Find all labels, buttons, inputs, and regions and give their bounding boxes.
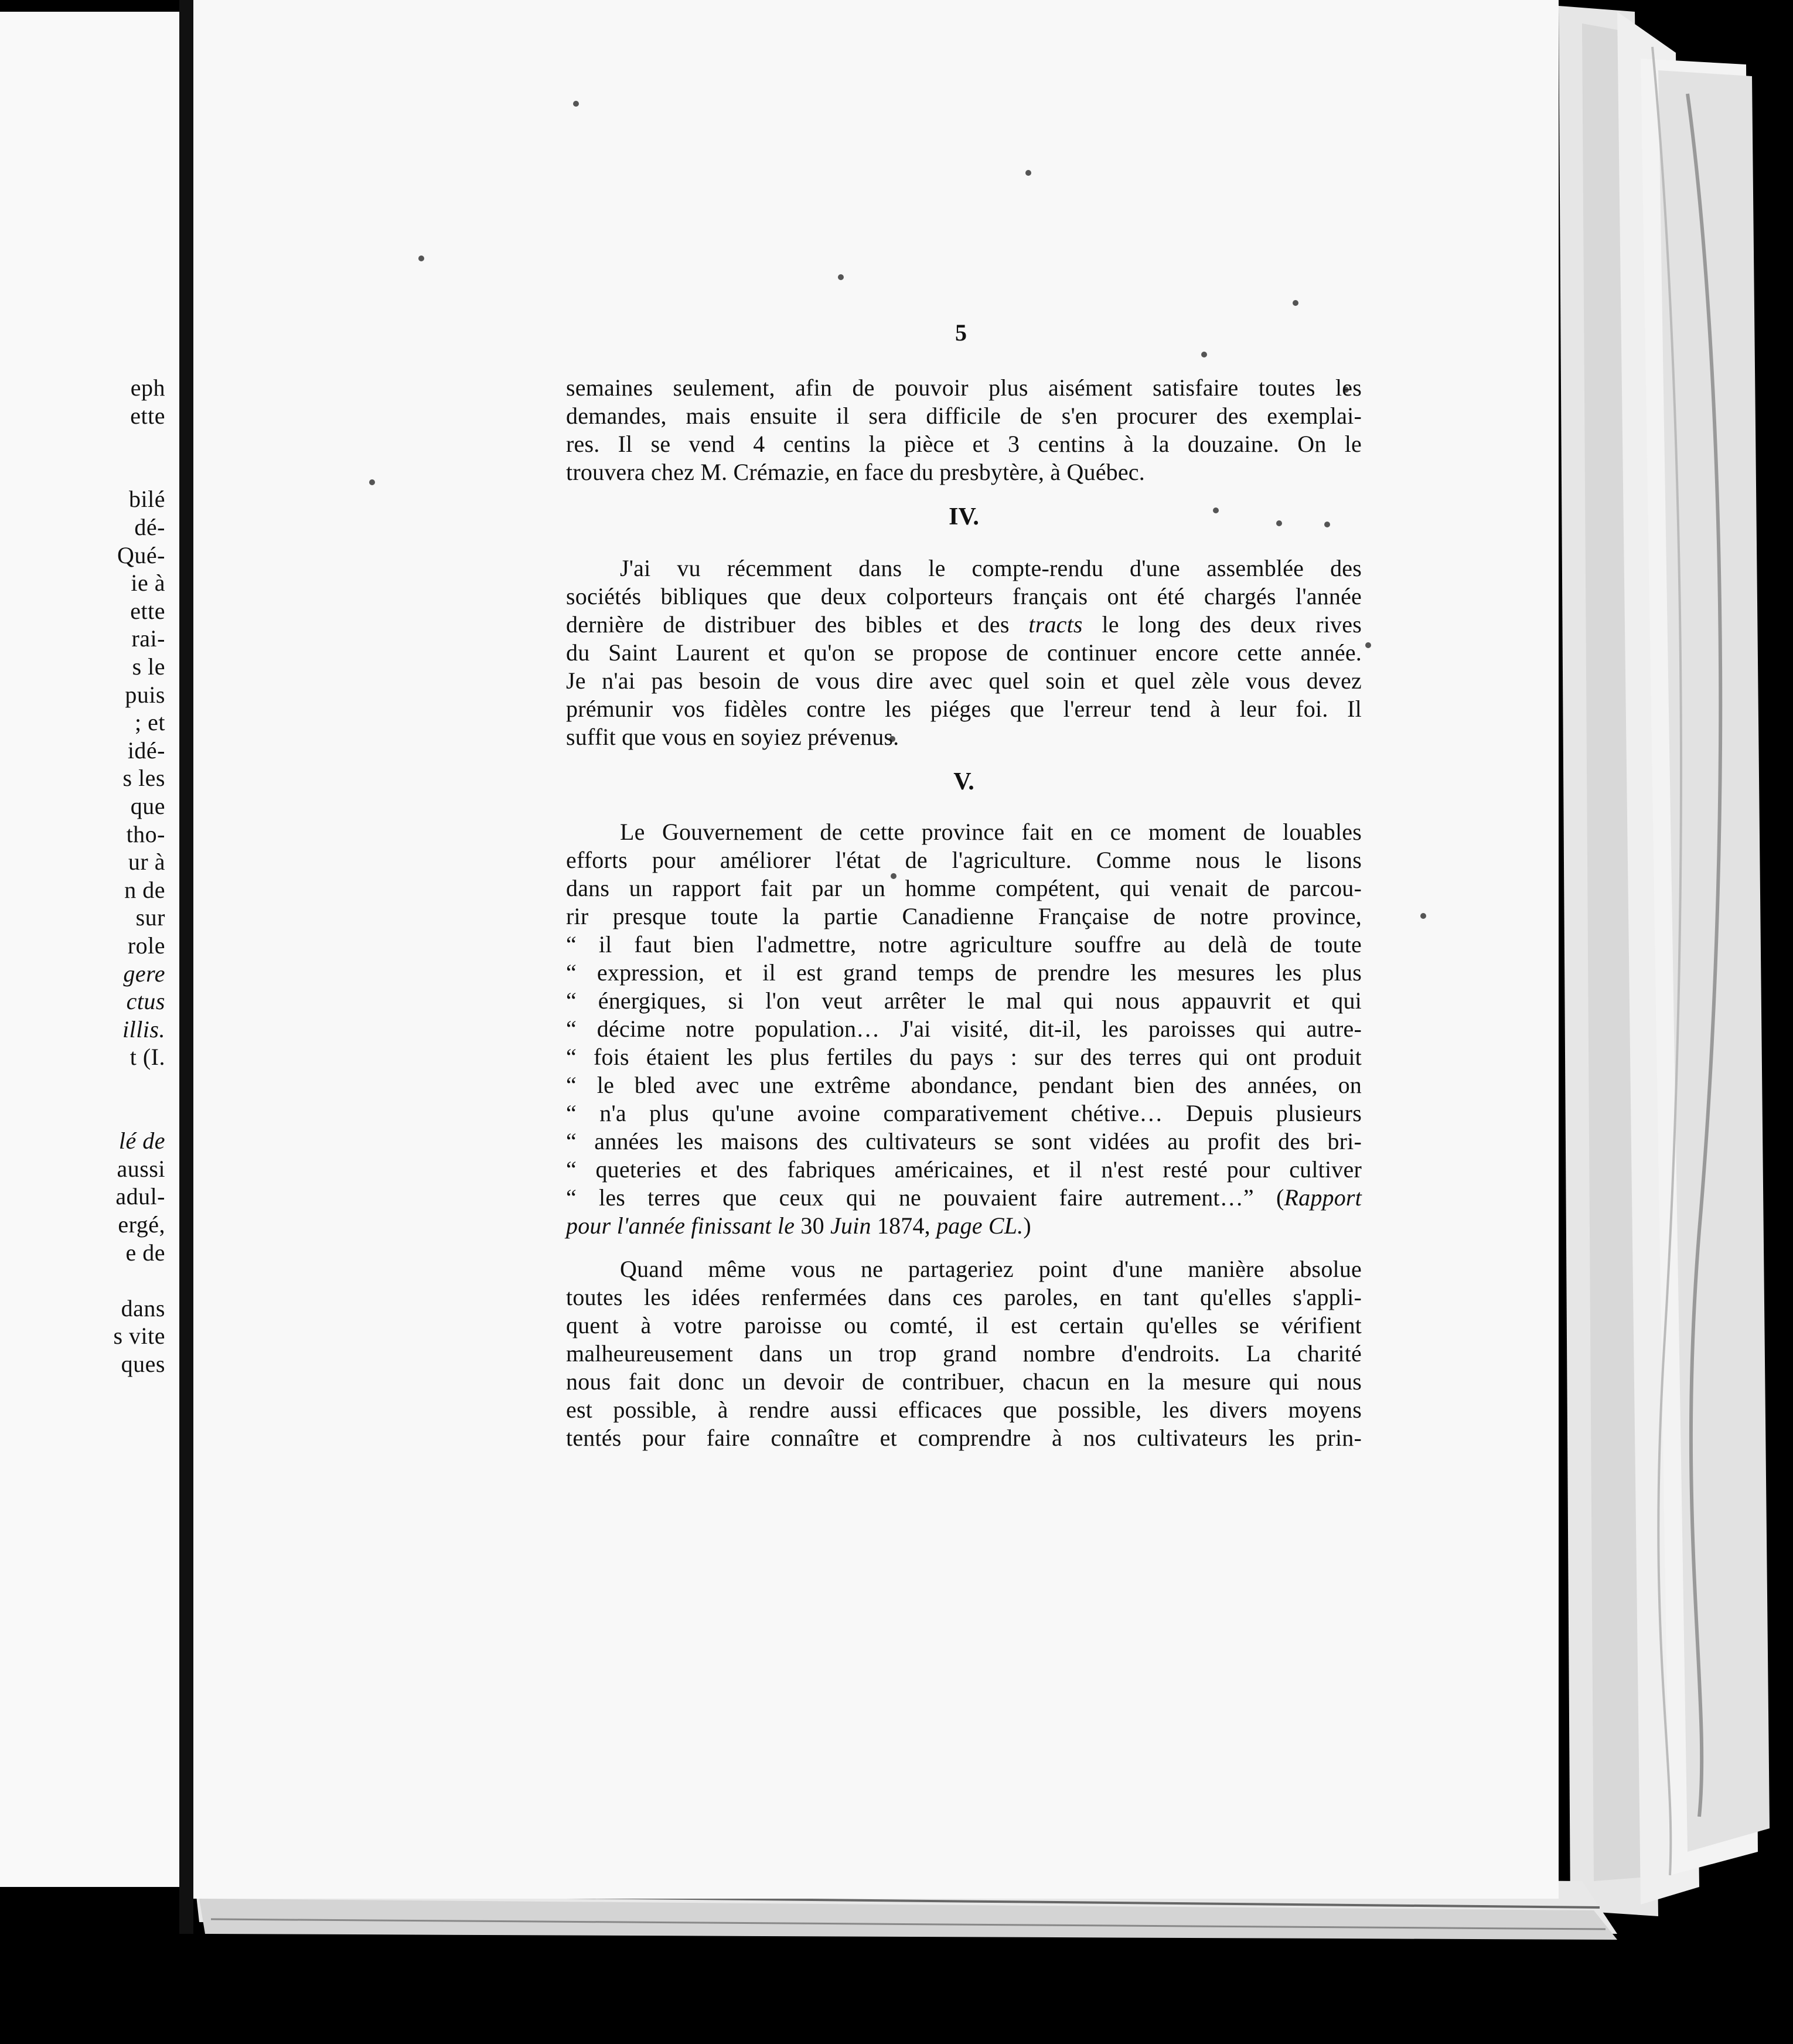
text-line: “ énergiques, si l'on veut arrêter le mal qui nous appauvrit et qui <box>566 987 1362 1014</box>
paragraph-continuation <box>566 374 1362 486</box>
text-line: res. Il se vend 4 centins la pièce et 3 centins à la douzaine. On le <box>566 431 1362 457</box>
text-line: toutes les idées renfermées dans ces paroles, en tant qu'elles s'appli- <box>566 1284 1362 1310</box>
facing-page-line: s vite <box>113 1323 165 1350</box>
paragraph-closing <box>566 1255 1362 1452</box>
facing-page-line: n de <box>124 876 165 903</box>
text-line: J'ai vu récemment dans le compte-rendu d'une assemblée des <box>620 555 1362 581</box>
facing-page-line: ctus <box>126 988 165 1015</box>
text-line: efforts pour améliorer l'état de l'agriculture. Comme nous le lisons <box>566 847 1362 873</box>
facing-page-line: ur à <box>128 849 165 875</box>
text-line: “ fois étaient les plus fertiles du pays : sur des terres qui ont produit <box>566 1044 1362 1070</box>
text-line: dans un rapport fait par un homme compétent, qui venait de parcou- <box>566 875 1362 901</box>
facing-page-line: idé- <box>127 737 165 764</box>
main-page <box>193 0 1559 1899</box>
text-line: nous fait donc un devoir de contribuer, chacun en la mesure qui nous <box>566 1368 1362 1395</box>
text-line: Le Gouvernement de cette province fait en ce moment de louables <box>620 819 1362 845</box>
text-line: du Saint Laurent et qu'on se propose de continuer encore cette année. <box>566 639 1362 666</box>
paragraph-section-v <box>566 818 1362 1240</box>
facing-page-line: Qué- <box>117 541 165 568</box>
facing-page-line: s les <box>122 765 165 792</box>
text-line: prémunir vos fidèles contre les piéges que l'erreur tend à leur foi. Il <box>566 696 1362 722</box>
facing-page-line: que <box>130 793 165 819</box>
facing-page-line: adul- <box>115 1183 165 1210</box>
facing-page-line: ergé, <box>118 1211 165 1238</box>
text-line: trouvera chez M. Crémazie, en face du presbytère, à Québec. <box>566 459 1145 485</box>
facing-page-line: lé de <box>118 1127 165 1154</box>
facing-page-line: dé- <box>134 514 165 540</box>
text-line: rir presque toute la partie Canadienne Française de notre province, <box>566 903 1362 929</box>
text-line: tentés pour faire connaître et comprendre à nos cultivateurs les prin- <box>566 1425 1362 1451</box>
text-line: pour l'année finissant le 30 Juin 1874, page CL.) <box>566 1212 1031 1239</box>
text-line: suffit que vous en soyiez prévenus. <box>566 724 899 750</box>
text-line: “ décime notre population… J'ai visité, dit-il, les paroisses qui autre- <box>566 1016 1362 1042</box>
facing-page-line: aussi <box>117 1155 165 1182</box>
facing-page-line: puis <box>125 681 165 708</box>
text-line: “ queteries et des fabriques américaines, et il n'est resté pour cultiver <box>566 1156 1362 1183</box>
text-line: “ années les maisons des cultivateurs se sont vidées au profit des bri- <box>566 1128 1362 1154</box>
facing-page-line: bilé <box>129 486 165 513</box>
facing-page-line: rai- <box>131 625 165 652</box>
facing-page-text-fragments <box>0 374 179 1487</box>
text-line: malheureusement dans un trop grand nombre d'endroits. La charité <box>566 1340 1362 1367</box>
facing-page-left <box>0 12 179 1887</box>
section-heading-iv: IV. <box>949 503 979 530</box>
text-line: “ n'a plus qu'une avoine comparativement chétive… Depuis plusieurs <box>566 1100 1362 1126</box>
text-line: “ les terres que ceux qui ne pouvaient faire autrement…” (Rapport <box>566 1184 1362 1211</box>
facing-page-line: eph <box>130 374 165 401</box>
text-line: “ le bled avec une extrême abondance, pendant bien des années, on <box>566 1072 1362 1098</box>
facing-page-line: ie à <box>131 570 165 597</box>
text-line: Quand même vous ne partageriez point d'une manière absolue <box>620 1256 1362 1282</box>
facing-page-line: ette <box>130 597 165 624</box>
text-line: dernière de distribuer des bibles et des tracts le long des deux rives <box>566 611 1362 638</box>
text-line: quent à votre paroisse ou comté, il est certain qu'elles se vérifient <box>566 1312 1362 1338</box>
facing-page-line: ette <box>130 402 165 429</box>
paragraph-section-iv <box>566 554 1362 751</box>
text-line: “ expression, et il est grand temps de prendre les mesures les plus <box>566 959 1362 986</box>
text-line: semaines seulement, afin de pouvoir plus aisément satisfaire toutes les <box>566 374 1362 401</box>
text-line: est possible, à rendre aussi efficaces que possible, les divers moyens <box>566 1396 1362 1423</box>
facing-page-line: t (I. <box>129 1044 165 1071</box>
facing-page-line: ; et <box>135 709 165 736</box>
facing-page-line: e de <box>125 1239 165 1266</box>
section-heading-v: V. <box>953 768 974 795</box>
page-number: 5 <box>955 319 967 346</box>
text-line: sociétés bibliques que deux colporteurs français ont été chargés l'année <box>566 583 1362 609</box>
facing-page-line: role <box>127 932 165 959</box>
facing-page-line: s le <box>132 653 165 680</box>
text-line: Je n'ai pas besoin de vous dire avec quel soin et quel zèle vous devez <box>566 667 1362 694</box>
text-line: demandes, mais ensuite il sera difficile de s'en procurer des exemplai- <box>566 403 1362 429</box>
facing-page-line: dans <box>121 1294 165 1321</box>
facing-page-line: illis. <box>122 1016 165 1043</box>
facing-page-line: tho- <box>126 820 165 847</box>
facing-page-line: sur <box>135 904 165 931</box>
facing-page-line: gere <box>123 960 165 987</box>
facing-page-line: ques <box>121 1351 165 1377</box>
text-line: “ il faut bien l'admettre, notre agriculture souffre au delà de toute <box>566 931 1362 958</box>
